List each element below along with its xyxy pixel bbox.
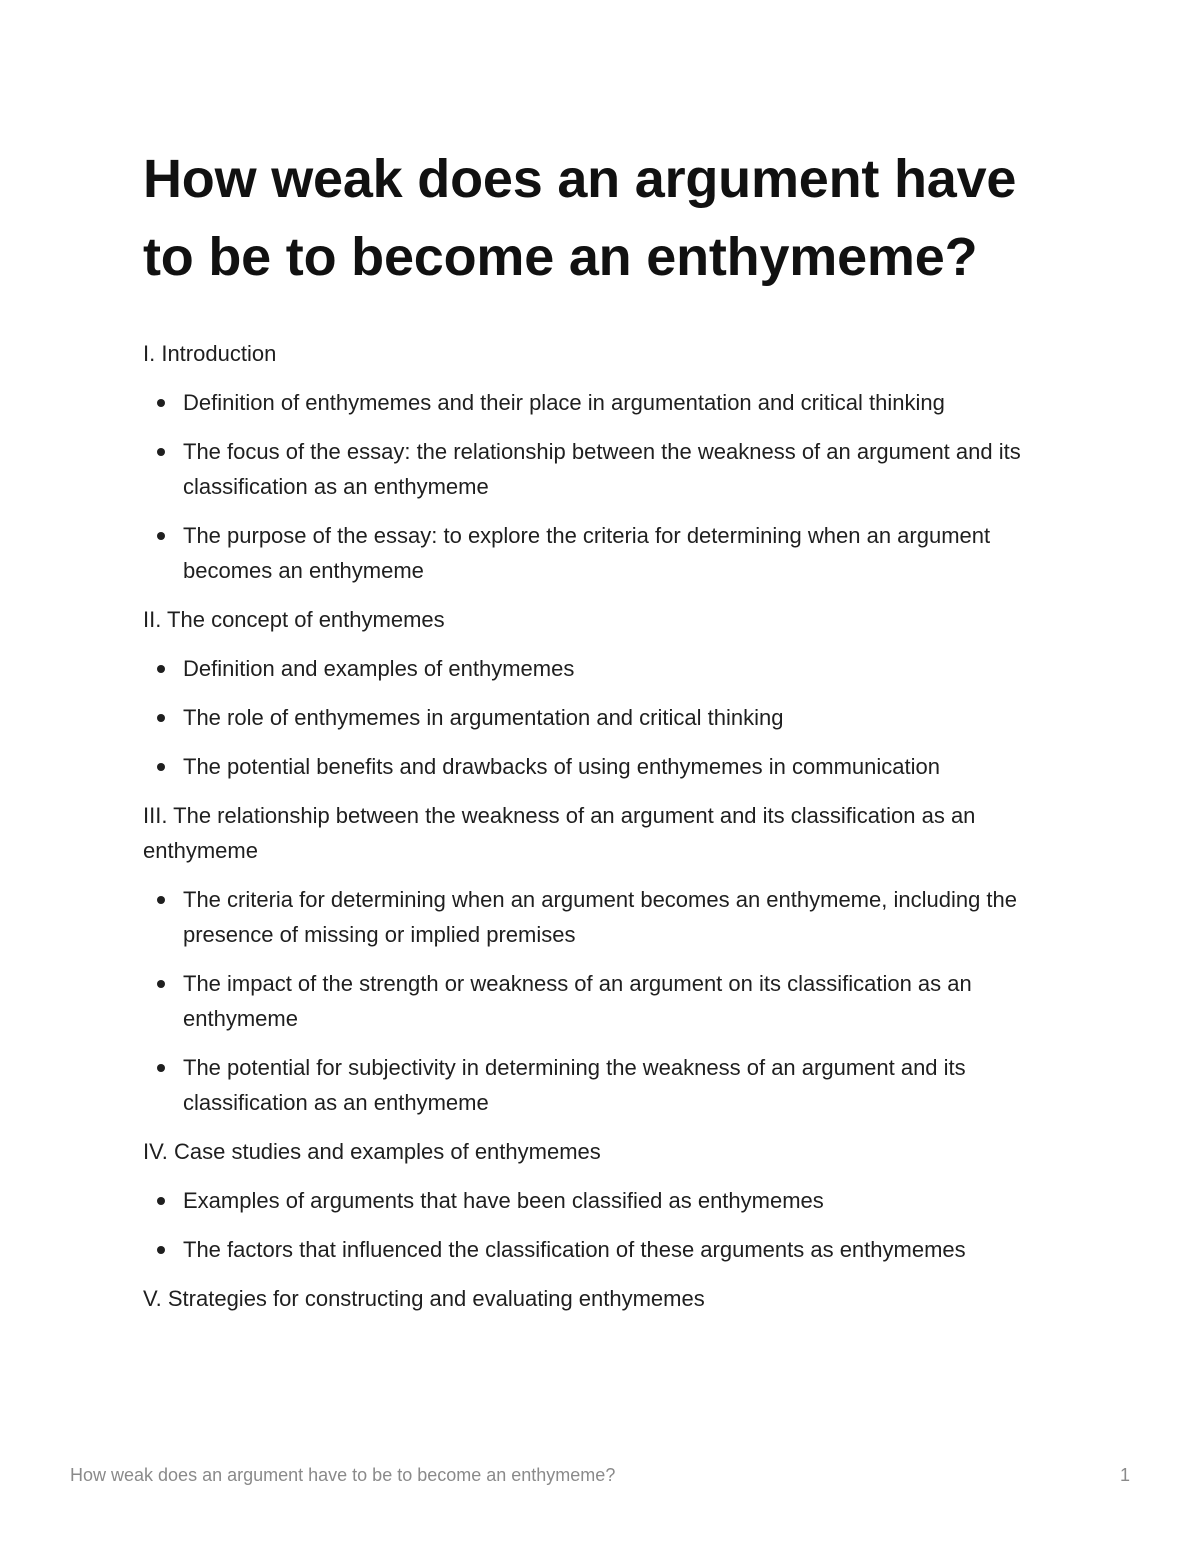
list-item: [143, 966, 1063, 1036]
list-item: [143, 385, 1063, 420]
list-item: [143, 749, 1063, 784]
footer-title: How weak does an argument have to be to become an enthymeme?: [70, 1465, 616, 1485]
list-item-text: Definition and examples of enthymemes: [183, 656, 575, 681]
section-4: [143, 1134, 1063, 1267]
bullet-icon: [157, 1197, 165, 1205]
bullet-icon: [157, 1064, 165, 1072]
bullet-list: [143, 882, 1063, 1120]
page-number: 1: [1119, 1465, 1130, 1485]
document-title: How weak does an argument have to be to become an enthymeme?: [143, 149, 1017, 287]
bullet-icon: [157, 448, 165, 456]
bullet-icon: [157, 896, 165, 904]
list-item-text: Examples of arguments that have been classified as enthymemes: [183, 1188, 824, 1213]
list-item-text: The focus of the essay: the relationship between the weakness of an argument and its classification as an enthymeme: [183, 439, 1021, 499]
bullet-icon: [157, 532, 165, 540]
list-item-text: The impact of the strength or weakness of an argument on its classification as an enthymeme: [183, 971, 972, 1031]
list-item-text: The role of enthymemes in argumentation and critical thinking: [183, 705, 784, 730]
list-item: [143, 518, 1063, 588]
bullet-icon: [157, 399, 165, 407]
list-item: [143, 700, 1063, 735]
section-1: [143, 336, 1063, 588]
bullet-list: [143, 385, 1063, 588]
bullet-icon: [157, 1246, 165, 1254]
list-item-text: The criteria for determining when an argument becomes an enthymeme, including the presence of missing or implied premises: [183, 887, 1018, 947]
list-item-text: The potential benefits and drawbacks of using enthymemes in communication: [183, 754, 940, 779]
list-item: [143, 1050, 1063, 1120]
section-5: [143, 1281, 1063, 1316]
list-item-text: Definition of enthymemes and their place in argumentation and critical thinking: [183, 390, 945, 415]
list-item-text: The purpose of the essay: to explore the criteria for determining when an argument becomes an enthymeme: [183, 523, 991, 583]
section-2: [143, 602, 1063, 784]
section-3: [143, 798, 1063, 1120]
document-body: [143, 140, 1063, 1330]
page-footer: [70, 1465, 1130, 1489]
list-item: [143, 651, 1063, 686]
list-item-text: The potential for subjectivity in determining the weakness of an argument and its classification as an enthymeme: [183, 1055, 966, 1115]
section-heading: I. Introduction: [143, 341, 277, 366]
bullet-icon: [157, 980, 165, 988]
list-item-text: The factors that influenced the classification of these arguments as enthymemes: [183, 1237, 966, 1262]
section-heading: IV. Case studies and examples of enthymemes: [143, 1139, 601, 1164]
list-item: [143, 1183, 1063, 1218]
list-item: [143, 882, 1063, 952]
bullet-list: [143, 651, 1063, 784]
section-heading: V. Strategies for constructing and evaluating enthymemes: [143, 1286, 705, 1311]
bullet-icon: [157, 714, 165, 722]
bullet-icon: [157, 665, 165, 673]
section-heading: III. The relationship between the weakness of an argument and its classification as an enthymeme: [143, 803, 976, 863]
bullet-list: [143, 1183, 1063, 1267]
list-item: [143, 1232, 1063, 1267]
list-item: [143, 434, 1063, 504]
section-heading: II. The concept of enthymemes: [143, 607, 445, 632]
bullet-icon: [157, 763, 165, 771]
